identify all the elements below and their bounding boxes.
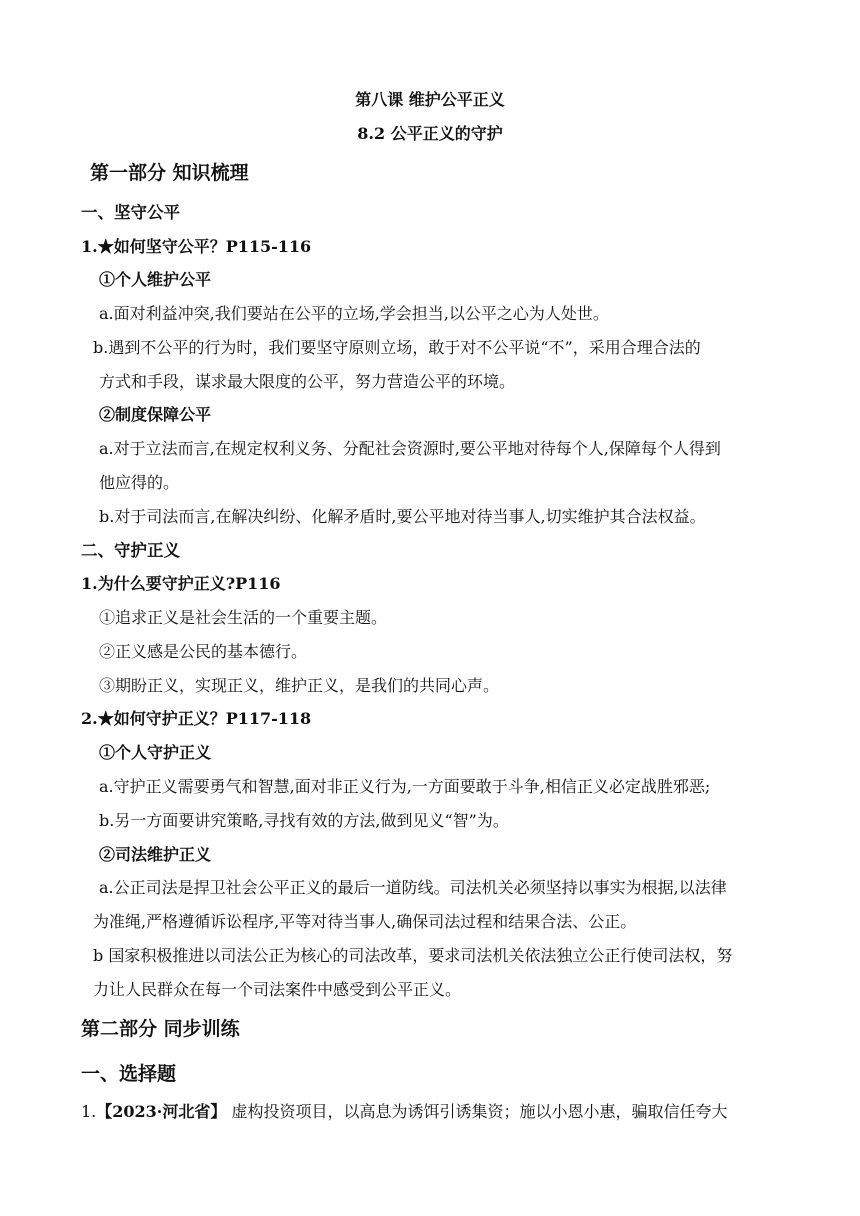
section2-point-d-line1: b 国家积极推进以司法公正为核心的司法改革，要求司法机关依法独立公正行使司法权，努 [93,946,733,965]
section1-sub-heading-1: ①个人维护公平 [99,270,212,289]
section2-reason-3: ③期盼正义，实现正义，维护正义，是我们的共同心声。 [99,676,500,695]
section2-point-a: a.守护正义需要勇气和智慧,面对非正义行为,一方面要敢于斗争,相信正义必定战胜邪恶; [99,777,711,796]
choice-section-heading: 一、选择题 [81,1063,177,1085]
part2-heading: 第二部分 同步训练 [81,1018,240,1040]
section1-point-a: a.面对利益冲突,我们要站在公平的立场,学会担当,以公平之心为人处世。 [99,304,609,323]
section2-sub-heading-2: ②司法维护正义 [99,845,212,864]
part1-heading: 第一部分 知识梳理 [90,162,249,184]
section2-heading: 二、守护正义 [81,541,180,560]
section1-question-1: 1.★如何坚守公平？P115-116 [81,237,312,256]
section2-point-b: b.另一方面要讲究策略,寻找有效的方法,做到见义“智”为。 [99,811,509,830]
section2-point-d-line2: 力让人民群众在每一个司法案件中感受到公平正义。 [93,980,462,999]
lesson-subtitle: 8.2 公平正义的守护 [357,124,503,143]
question-1-text: 虚构投资项目，以高息为诱饵引诱集资；施以小恩小惠，骗取信任夸大 [226,1102,728,1121]
question-1 [81,1101,727,1123]
section2-reason-1: ①追求正义是社会生活的一个重要主题。 [99,608,388,627]
question-1-source-tag: 【2023·河北省】 [96,1102,227,1121]
section1-point-b-line1: b.遇到不公平的行为时，我们要坚守原则立场，敢于对不公平说“不”，采用合理合法的 [93,338,701,357]
section2-reason-2: ②正义感是公民的基本德行。 [99,642,308,661]
section2-sub-heading-1: ①个人守护正义 [99,743,212,762]
section2-point-c-line2: 为准绳,严格遵循诉讼程序,平等对待当事人,确保司法过程和结果合法、公正。 [93,912,637,931]
section1-point-b-line2: 方式和手段，谋求最大限度的公平，努力营造公平的环境。 [99,372,516,391]
section1-heading: 一、坚守公平 [81,203,180,222]
section1-point-c-line2: 他应得的。 [99,473,180,492]
section1-point-d: b.对于司法而言,在解决纠纷、化解矛盾时,要公平地对待当事人,切实维护其合法权益。 [99,507,706,526]
section2-point-c-line1: a.公正司法是捍卫社会公平正义的最后一道防线。司法机关必须坚持以事实为根据,以法律 [99,878,727,897]
section1-point-c-line1: a.对于立法而言,在规定权利义务、分配社会资源时,要公平地对待每个人,保障每个人得到 [99,439,721,458]
section2-question-2: 2.★如何守护正义？P117-118 [81,709,312,728]
section2-question-1: 1.为什么要守护正义?P116 [81,574,281,593]
lesson-title: 第八课 维护公平正义 [355,90,505,109]
section1-sub-heading-2: ②制度保障公平 [99,405,212,424]
question-1-number: 1. [81,1102,97,1121]
